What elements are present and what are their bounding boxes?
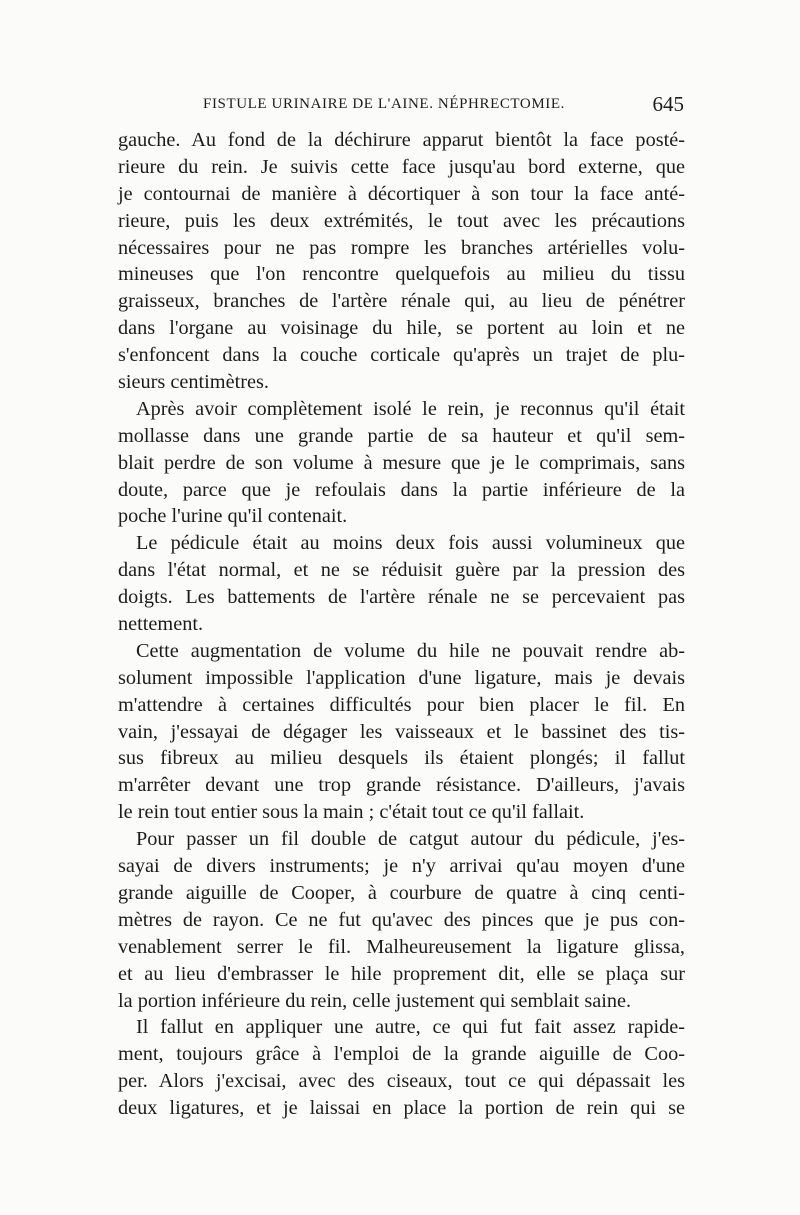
paragraph xyxy=(118,127,685,396)
text-line: per. Alors j'excisai, avec des ciseaux, tout ce qui dépassait les xyxy=(118,1070,685,1093)
page-number: 645 xyxy=(652,92,684,116)
paragraph xyxy=(118,638,685,826)
text-line: nécessaires pour ne pas rompre les branches artérielles volu- xyxy=(118,236,685,259)
text-line: sus fibreux au milieu desquels ils étaient plongés; il fallut xyxy=(118,747,685,770)
text-line: blait perdre de son volume à mesure que je le comprimais, sans xyxy=(118,451,685,474)
text-line: poche l'urine qu'il contenait. xyxy=(118,505,348,528)
text-line: s'enfoncent dans la couche corticale qu'après un trajet de plu- xyxy=(118,344,685,367)
text-line: Il fallut en appliquer une autre, ce qui fut fait assez rapide- xyxy=(136,1016,685,1039)
text-line: solument impossible l'application d'une ligature, mais je devais xyxy=(118,666,685,689)
body-text xyxy=(118,127,685,1122)
text-line: rieure du rein. Je suivis cette face jusqu'au bord externe, que xyxy=(118,155,685,178)
text-line: vain, j'essayai de dégager les vaisseaux et le bassinet des tis- xyxy=(118,720,685,743)
text-line: sieurs centimètres. xyxy=(118,371,269,394)
text-line: ment, toujours grâce à l'emploi de la grande aiguille de Coo- xyxy=(118,1043,685,1066)
paragraph xyxy=(118,1014,685,1122)
text-line: mètres de rayon. Ce ne fut qu'avec des pinces que je pus con- xyxy=(118,908,685,931)
text-line: Le pédicule était au moins deux fois aussi volumineux que xyxy=(136,532,685,555)
text-line: la portion inférieure du rein, celle justement qui semblait saine. xyxy=(118,989,632,1012)
text-line: sayai de divers instruments; je n'y arrivai qu'au moyen d'une xyxy=(118,855,685,878)
text-line: m'attendre à certaines difficultés pour bien placer le fil. En xyxy=(118,693,685,716)
running-title: FISTULE URINAIRE DE L'AINE. NÉPHRECTOMIE. xyxy=(203,96,566,112)
text-line: grande aiguille de Cooper, à courbure de quatre à cinq centi- xyxy=(118,881,685,904)
text-line: gauche. Au fond de la déchirure apparut bientôt la face posté- xyxy=(118,129,685,151)
text-line: dans l'état normal, et ne se réduisit guère par la pression des xyxy=(118,559,685,582)
text-line: Cette augmentation de volume du hile ne pouvait rendre ab- xyxy=(136,639,685,662)
text-line: mollasse dans une grande partie de sa hauteur et qu'il sem- xyxy=(118,424,685,447)
text-line: je contournai de manière à décortiquer à son tour la face anté- xyxy=(118,182,685,205)
paragraph xyxy=(118,530,685,638)
text-line: doute, parce que je refoulais dans la partie inférieure de la xyxy=(118,478,685,501)
text-line: graisseux, branches de l'artère rénale qui, au lieu de pénétrer xyxy=(118,290,685,313)
text-line: mineuses que l'on rencontre quelquefois au milieu du tissu xyxy=(118,263,685,286)
text-line: Après avoir complètement isolé le rein, je reconnus qu'il était xyxy=(136,397,685,420)
text-line: nettement. xyxy=(118,613,204,636)
paragraph xyxy=(118,826,685,1014)
paragraph xyxy=(118,396,685,530)
text-line: Pour passer un fil double de catgut autour du pédicule, j'es- xyxy=(136,828,685,851)
text-line: venablement serrer le fil. Malheureusement la ligature glissa, xyxy=(118,935,685,958)
text-line: deux ligatures, et je laissai en place la portion de rein qui se xyxy=(118,1097,685,1120)
text-line: m'arrêter devant une trop grande résistance. D'ailleurs, j'avais xyxy=(118,774,685,797)
text-line: dans l'organe au voisinage du hile, se portent au loin et ne xyxy=(118,317,685,340)
text-line: et au lieu d'embrasser le hile proprement dit, elle se plaça sur xyxy=(118,962,685,985)
text-line: le rein tout entier sous la main ; c'était tout ce qu'il fallait. xyxy=(118,801,585,824)
text-line: doigts. Les battements de l'artère rénale ne se percevaient pas xyxy=(118,586,685,609)
page-header xyxy=(150,92,684,122)
text-line: rieure, puis les deux extrémités, le tout avec les précautions xyxy=(118,209,685,232)
